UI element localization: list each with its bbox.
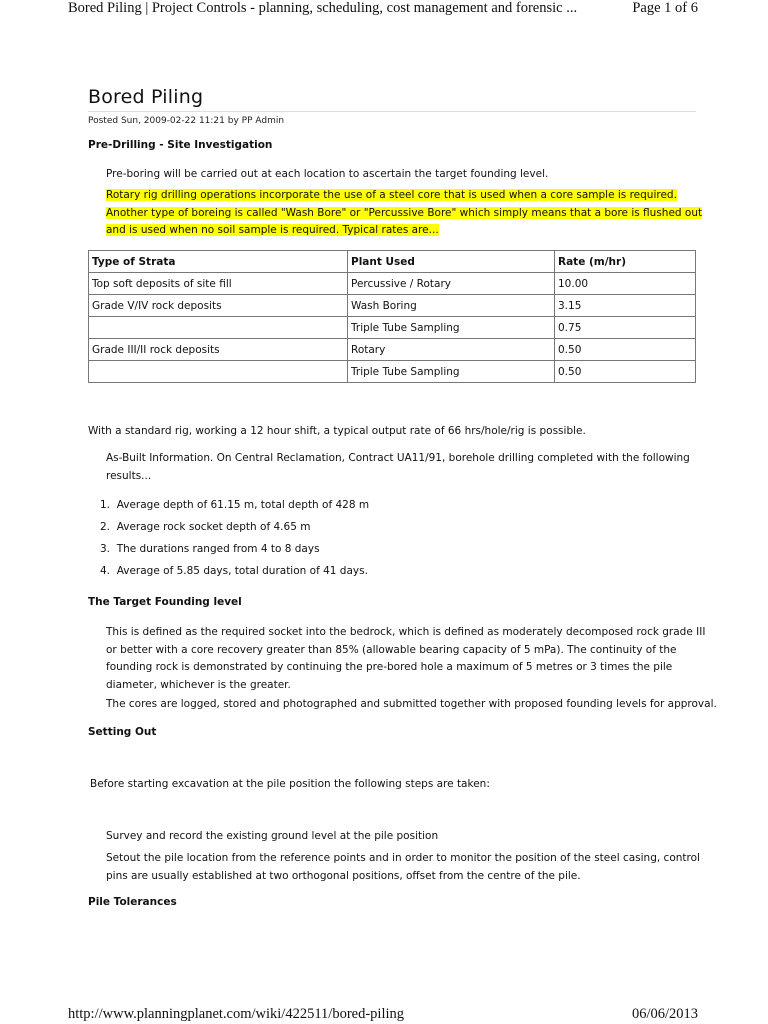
- cell-plant: Wash Boring: [348, 295, 555, 317]
- list-number: 4.: [99, 565, 110, 577]
- cores-note: The cores are logged, stored and photographed and submitted together with proposed founding levels for approval.: [106, 698, 717, 710]
- cell-strata: Top soft deposits of site fill: [89, 273, 348, 295]
- list-item: [88, 560, 369, 582]
- cell-strata: [89, 317, 348, 339]
- as-built-results-list: [88, 494, 369, 582]
- highlighted-rotary-note: [106, 187, 702, 240]
- cell-rate: 0.50: [555, 361, 696, 383]
- cell-rate: 0.50: [555, 339, 696, 361]
- table-header-row: [89, 251, 696, 273]
- list-item: [88, 516, 369, 538]
- definition-line-3: founding rock is demonstrated by continuing the pre-bored hole a maximum of 5 metres or 3 times the pile: [106, 661, 673, 673]
- table-row: [89, 339, 696, 361]
- list-number: 3.: [99, 543, 110, 555]
- setting-out-step-survey: Survey and record the existing ground level at the pile position: [106, 830, 439, 842]
- cell-plant: Triple Tube Sampling: [348, 361, 555, 383]
- heading-target-founding: The Target Founding level: [88, 596, 242, 608]
- list-text: Average rock socket depth of 4.65 m: [116, 521, 311, 533]
- cell-strata: [89, 361, 348, 383]
- page-number: Page 1 of 6: [632, 0, 698, 16]
- print-header-title: Bored Piling | Project Controls - planning, scheduling, cost management and forensic ...: [68, 0, 578, 16]
- strata-rates-table: [88, 250, 696, 383]
- table-row: [89, 361, 696, 383]
- list-number: 1.: [99, 499, 110, 511]
- setout-line-1: Setout the pile location from the reference points and in order to monitor the position of the steel casing, control: [106, 852, 700, 864]
- footer-date: 06/06/2013: [631, 1006, 698, 1022]
- cell-rate: 3.15: [555, 295, 696, 317]
- list-item: [88, 538, 369, 560]
- highlight-line-2: Another type of boreing is called "Wash Bore" or "Percussive Bore" which simply means that a bore is flushed out: [106, 206, 703, 219]
- list-text: Average of 5.85 days, total duration of 41 days.: [116, 565, 368, 577]
- setting-out-intro: Before starting excavation at the pile position the following steps are taken:: [90, 778, 490, 790]
- highlight-line-3: and is used when no soil sample is required. Typical rates are...: [106, 224, 439, 236]
- header-plant-used: Plant Used: [348, 251, 555, 273]
- print-header: [68, 0, 698, 18]
- page-title: Bored Piling: [88, 86, 696, 112]
- target-founding-definition: [106, 624, 705, 694]
- footer-url: http://www.planningplanet.com/wiki/422511/bored-piling: [68, 1006, 405, 1022]
- as-built-info: [106, 450, 690, 485]
- setout-line-2: pins are usually established at two orthogonal positions, offset from the centre of the pile.: [106, 869, 581, 882]
- cell-rate: 10.00: [555, 273, 696, 295]
- list-text: Average depth of 61.15 m, total depth of 428 m: [116, 499, 370, 511]
- cell-rate: 0.75: [555, 317, 696, 339]
- posted-meta: Posted Sun, 2009-02-22 11:21 by PP Admin: [88, 116, 285, 126]
- table-row: [89, 273, 696, 295]
- cell-plant: Percussive / Rotary: [348, 273, 555, 295]
- print-footer: [68, 1006, 698, 1024]
- cell-plant: Rotary: [348, 339, 555, 361]
- as-built-line-1: As-Built Information. On Central Reclamation, Contract UA11/91, borehole drilling completed with the following: [106, 452, 690, 464]
- cell-strata: Grade V/IV rock deposits: [89, 295, 348, 317]
- list-text: The durations ranged from 4 to 8 days: [116, 543, 320, 555]
- definition-line-2: or better with a core recovery greater than 85% (allowable bearing capacity of 5 mPa). The continuity of the: [106, 643, 677, 656]
- definition-line-1: This is defined as the required socket into the bedrock, which is defined as moderately decomposed rock grade III: [106, 626, 706, 638]
- header-rate: Rate (m/hr): [555, 251, 696, 273]
- pre-boring-intro: Pre-boring will be carried out at each location to ascertain the target founding level.: [106, 168, 549, 180]
- heading-pile-tolerances: Pile Tolerances: [88, 896, 177, 908]
- cell-strata: Grade III/II rock deposits: [89, 339, 348, 361]
- list-item: [88, 494, 369, 516]
- header-type-of-strata: Type of Strata: [89, 251, 348, 273]
- list-number: 2.: [99, 521, 110, 533]
- table-row: [89, 295, 696, 317]
- heading-pre-drilling: Pre-Drilling - Site Investigation: [88, 139, 273, 151]
- heading-setting-out: Setting Out: [88, 726, 157, 738]
- as-built-line-2: results...: [106, 469, 152, 482]
- highlight-line-1: Rotary rig drilling operations incorporate the use of a steel core that is used when a core sample is required.: [106, 189, 677, 201]
- output-rate-note: With a standard rig, working a 12 hour shift, a typical output rate of 66 hrs/hole/rig is possible.: [88, 425, 586, 437]
- cell-plant: Triple Tube Sampling: [348, 317, 555, 339]
- setting-out-step-setout: [106, 850, 700, 885]
- table-row: [89, 317, 696, 339]
- definition-line-4: diameter, whichever is the greater.: [106, 678, 291, 691]
